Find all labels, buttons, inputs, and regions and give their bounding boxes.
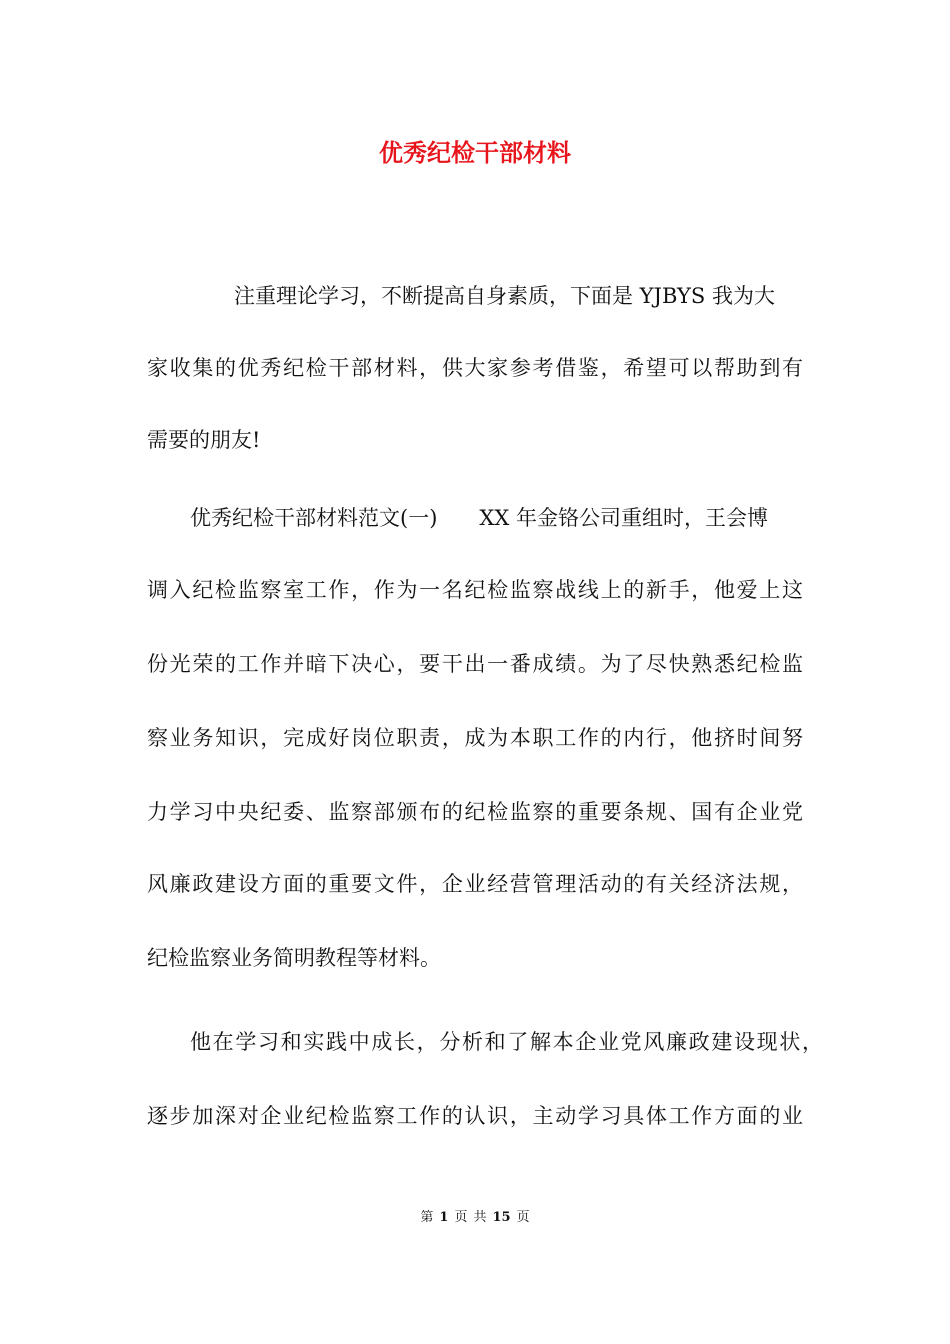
body-line: 份光荣的工作并暗下决心，要干出一番成绩。为了尽快熟悉纪检监 — [147, 652, 803, 676]
body-line: 家收集的优秀纪检干部材料，供大家参考借鉴，希望可以帮助到有 — [147, 356, 803, 380]
body-line: 他在学习和实践中成长，分析和了解本企业党风廉政建设现状， — [190, 1030, 823, 1054]
body-line: 纪检监察业务简明教程等材料。 — [147, 946, 441, 970]
page-footer — [0, 1208, 950, 1228]
body-line: 优秀纪检干部材料范文(一) XX 年金铬公司重组时，王会博 — [190, 506, 768, 530]
body-line: 察业务知识，完成好岗位职责，成为本职工作的内行，他挤时间努 — [147, 726, 803, 750]
body-line: 需要的朋友! — [147, 428, 261, 452]
footer-prefix: 第 — [420, 1210, 434, 1225]
body-line: 风廉政建设方面的重要文件，企业经营管理活动的有关经济法规， — [147, 872, 803, 896]
body-line: 注重理论学习，不断提高自身素质，下面是 YJBYS 我为大 — [234, 284, 775, 308]
total-pages-number: 15 — [492, 1210, 511, 1225]
document-title: 优秀纪检干部材料 — [379, 138, 571, 167]
footer-page-word: 页 — [454, 1210, 468, 1225]
footer-suffix: 页 — [516, 1210, 530, 1225]
footer-total-word: 共 — [473, 1210, 487, 1225]
body-line: 调入纪检监察室工作，作为一名纪检监察战线上的新手，他爱上这 — [147, 578, 803, 602]
body-line: 逐步加深对企业纪检监察工作的认识，主动学习具体工作方面的业 — [147, 1104, 803, 1128]
body-line: 力学习中央纪委、监察部颁布的纪检监察的重要条规、国有企业党 — [147, 800, 803, 824]
current-page-number: 1 — [439, 1210, 449, 1225]
